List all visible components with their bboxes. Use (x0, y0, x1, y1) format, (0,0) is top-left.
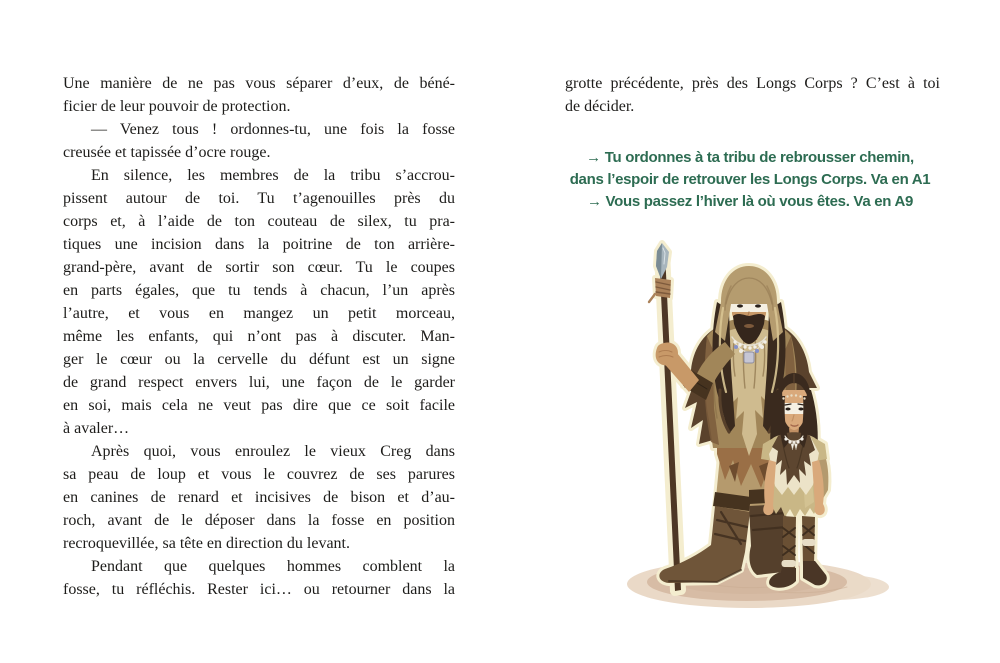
body-text-line: à avaler… (63, 420, 130, 437)
body-text-line: roch, avant de le déposer dans la fosse en position (63, 512, 455, 529)
body-text-line: Pendant que quelques hommes comblent la (91, 558, 455, 575)
left-page-text (63, 72, 455, 601)
body-text-line: de décider. (565, 98, 635, 115)
body-text-line: grotte précédente, près des Longs Corps ? C’est à toi (565, 75, 940, 92)
body-text-line: En silence, les membres de la tribu s’accrou- (91, 167, 455, 184)
body-text-line: sa peau de loup et vous le couvrez de ses parures (63, 466, 455, 483)
body-text-line: pissent autour de toi. Tu t’agenouilles près du (63, 190, 455, 207)
choice-line: → Vous passez l’hiver là où vous êtes. Va en A9 (586, 193, 914, 210)
choice-line: dans l’espoir de retrouver les Longs Corps. Va en A1 (569, 171, 931, 188)
story-illustration (598, 240, 905, 625)
body-text-line: l’autre, et vous en mangez un petit morceau, (63, 305, 455, 322)
body-text-line: en soi, mais cela ne veut pas dire que ce soit facile (63, 397, 455, 414)
illustration-svg (598, 240, 905, 625)
body-text-line: ficier de leur pouvoir de protection. (63, 98, 291, 115)
body-text-line: tiques une incision dans la poitrine de ton arrière- (63, 236, 455, 253)
right-page-continuation-text (565, 72, 940, 118)
body-text-line: en parts égales, que tu tends à chacun, l’un après (63, 282, 455, 299)
body-text-line: de grand respect envers lui, une façon de le garder (63, 374, 455, 391)
body-text-line: Après quoi, vous enroulez le vieux Creg dans (91, 443, 455, 460)
body-text-line: en canines de renard et incisives de bison et d’au- (63, 489, 455, 506)
body-text-line: Une manière de ne pas vous séparer d’eux, de béné- (63, 75, 455, 92)
body-text-line: — Venez tous ! ordonnes-tu, une fois la fosse (91, 121, 455, 138)
body-text-line: même les enfants, qui n’ont pas à discuter. Man- (63, 328, 455, 345)
body-text-line: corps et, à l’aide de ton couteau de silex, tu pra- (63, 213, 455, 230)
choices-block (553, 147, 947, 213)
body-text-line: creusée et tapissée d’ocre rouge. (63, 144, 271, 161)
body-text-line: recroquevillée, sa tête en direction du levant. (63, 535, 350, 552)
body-text-line: grand-père, avant de sortir son cœur. Tu le coupes (63, 259, 455, 276)
body-text-line: fosse, tu réfléchis. Rester ici… ou retourner dans la (63, 581, 455, 598)
choice-line: → Tu ordonnes à ta tribu de rebrousser chemin, (586, 149, 914, 166)
body-text-line: ger le cœur ou la cervelle du défunt est un signe (63, 351, 455, 368)
